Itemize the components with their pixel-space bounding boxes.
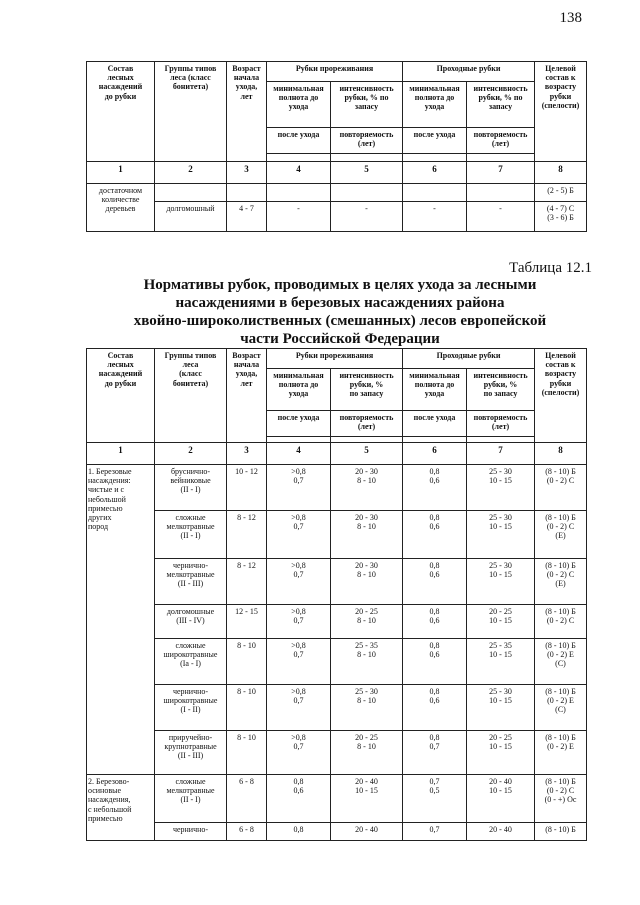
page-number: 138	[559, 10, 582, 26]
header-after-care: после ухода	[403, 128, 467, 154]
table-cell	[403, 184, 467, 202]
table-cell: 20 - 40	[331, 823, 403, 841]
table-cell: чернично-	[155, 823, 227, 841]
header-repeat: повторяемость (лет)	[331, 411, 403, 437]
table-cell: (8 - 10) Б (0 - 2) С	[535, 605, 587, 639]
table-cell: 20 - 25 8 - 10	[331, 731, 403, 775]
table-row	[87, 685, 587, 731]
table-cell: 0,8 0,6	[403, 685, 467, 731]
table-cell: -	[331, 202, 403, 232]
header-repeat: повторяемость (лет)	[467, 411, 535, 437]
table-cell: >0,8 0,7	[267, 731, 331, 775]
table-cell: 8 - 12	[227, 559, 267, 605]
table-cell: чернично- мелкотравные (II - III)	[155, 559, 227, 605]
table-cell: 0,8 0,7	[403, 731, 467, 775]
header-min-density: минимальная полнота до ухода	[267, 82, 331, 128]
column-number: 8	[535, 443, 587, 465]
table-title-line: хвойно-широколиственных (смешанных) лесов европейской	[133, 313, 547, 329]
header-passage: Проходные рубки	[403, 62, 535, 82]
column-number: 7	[467, 443, 535, 465]
table-cell: 25 - 35 8 - 10	[331, 639, 403, 685]
header-repeat: повторяемость (лет)	[331, 128, 403, 154]
table-continued	[86, 61, 587, 232]
header-composition: Состав лесных насаждений до рубки	[87, 62, 155, 162]
table-cell: 20 - 40 10 - 15	[331, 775, 403, 823]
header-intensity: интенсивность рубки, % по запасу	[331, 369, 403, 411]
column-number: 8	[535, 162, 587, 184]
header-intensity: интенсивность рубки, % по запасу	[331, 82, 403, 128]
column-number: 1	[87, 162, 155, 184]
table-cell: 0,8 0,6	[403, 605, 467, 639]
table-cell: 25 - 30 10 - 15	[467, 559, 535, 605]
header-target: Целевой состав к возрасту рубки (спелости)	[535, 349, 587, 443]
table-cell: (8 - 10) Б (0 - 2) С	[535, 465, 587, 511]
table-cell: (4 - 7) С (3 - 6) Б	[535, 202, 587, 232]
table-row	[87, 559, 587, 605]
table-row	[87, 605, 587, 639]
table-row	[87, 823, 587, 841]
table-title-line: насаждениями в березовых насаждениях района	[175, 295, 505, 311]
table-12-1	[86, 348, 587, 841]
table-cell: чернично- широкотравные (I - II)	[155, 685, 227, 731]
table-cell: 25 - 30 10 - 15	[467, 465, 535, 511]
header-min-density: минимальная полнота до ухода	[267, 369, 331, 411]
table-cell: 25 - 30 10 - 15	[467, 685, 535, 731]
table-cell: (8 - 10) Б	[535, 823, 587, 841]
table-title-line: Нормативы рубок, проводимых в целях ухода за лесными	[143, 277, 537, 293]
table-cell: 0,8 0,6	[403, 511, 467, 559]
table-cell: >0,8 0,7	[267, 465, 331, 511]
table-cell: (8 - 10) Б (0 - 2) Е	[535, 731, 587, 775]
header-start-age: Возраст начала ухода, лет	[227, 62, 267, 162]
table-cell: сложные широкотравные (Iа - I)	[155, 639, 227, 685]
column-number: 7	[467, 162, 535, 184]
table-cell: -	[403, 202, 467, 232]
table-cell: долгомошный	[155, 202, 227, 232]
table-cell: достаточном количестве деревьев	[87, 184, 155, 232]
table-row	[87, 511, 587, 559]
column-number: 3	[227, 443, 267, 465]
table-cell: сложные мелкотравные (II - I)	[155, 511, 227, 559]
table-row	[87, 202, 587, 232]
column-number: 4	[267, 162, 331, 184]
header-thinning: Рубки прореживания	[267, 62, 403, 82]
table-cell: 0,8 0,6	[403, 639, 467, 685]
table-cell: сложные мелкотравные (II - I)	[155, 775, 227, 823]
column-number: 3	[227, 162, 267, 184]
table-cell: бруснично- вейниковые (II - I)	[155, 465, 227, 511]
table-label: Таблица 12.1	[509, 260, 592, 276]
table-cell: -	[267, 202, 331, 232]
table-cell: 0,7	[403, 823, 467, 841]
group-label: 1. Березовые насаждения: чистые и с небольшой примесью других пород	[87, 465, 155, 775]
table-cell: 6 - 8	[227, 775, 267, 823]
table-cell: 0,8	[267, 823, 331, 841]
header-after-care: после ухода	[267, 411, 331, 437]
column-number: 2	[155, 443, 227, 465]
table-cell: 20 - 30 8 - 10	[331, 511, 403, 559]
header-thinning: Рубки прореживания	[267, 349, 403, 369]
table-cell: >0,8 0,7	[267, 511, 331, 559]
table-cell: (8 - 10) Б (0 - 2) С (Е)	[535, 511, 587, 559]
table-cell: (8 - 10) Б (0 - 2) С (0 - +) Ос	[535, 775, 587, 823]
table-row	[87, 731, 587, 775]
table-cell: 20 - 30 8 - 10	[331, 559, 403, 605]
table-row	[87, 465, 587, 511]
header-intensity: интенсивность рубки, % по запасу	[467, 82, 535, 128]
table-row	[87, 639, 587, 685]
table-cell: (8 - 10) Б (0 - 2) С (Е)	[535, 559, 587, 605]
table-cell	[155, 184, 227, 202]
table-cell: 4 - 7	[227, 202, 267, 232]
table-cell: 20 - 40	[467, 823, 535, 841]
table-cell: 25 - 30 10 - 15	[467, 511, 535, 559]
table-cell: -	[467, 202, 535, 232]
table-cell: 10 - 12	[227, 465, 267, 511]
table-cell	[467, 184, 535, 202]
table-cell: 12 - 15	[227, 605, 267, 639]
header-composition: Состав лесных насаждений до рубки	[87, 349, 155, 443]
table-cell: долгомошные (III - IV)	[155, 605, 227, 639]
table-cell	[267, 184, 331, 202]
table-cell: >0,8 0,7	[267, 605, 331, 639]
table-cell: 0,7 0,5	[403, 775, 467, 823]
table-cell: приручейно- крупнотравные (II - III)	[155, 731, 227, 775]
table-cell	[331, 184, 403, 202]
table-cell: 8 - 12	[227, 511, 267, 559]
table-cell: 20 - 25 8 - 10	[331, 605, 403, 639]
header-passage: Проходные рубки	[403, 349, 535, 369]
group-label: 2. Березово- осиновые насаждения, с небольшой примесью	[87, 775, 155, 841]
table-cell: (8 - 10) Б (0 - 2) Е (С)	[535, 639, 587, 685]
column-number: 4	[267, 443, 331, 465]
table-cell: >0,8 0,7	[267, 639, 331, 685]
table-cell: 6 - 8	[227, 823, 267, 841]
table-cell: 20 - 25 10 - 15	[467, 731, 535, 775]
header-min-density: минимальная полнота до ухода	[403, 82, 467, 128]
header-target: Целевой состав к возрасту рубки (спелости)	[535, 62, 587, 162]
table-cell: 0,8 0,6	[267, 775, 331, 823]
column-number: 6	[403, 443, 467, 465]
column-number: 5	[331, 443, 403, 465]
table-title	[80, 276, 600, 348]
header-forest-groups: Группы типов леса (класс бонитета)	[155, 349, 227, 443]
table-cell: 8 - 10	[227, 731, 267, 775]
table-cell: (2 - 5) Б	[535, 184, 587, 202]
table-row	[87, 775, 587, 823]
column-number: 6	[403, 162, 467, 184]
header-after-care: после ухода	[267, 128, 331, 154]
table-cell: 8 - 10	[227, 685, 267, 731]
table-cell: 0,8 0,6	[403, 465, 467, 511]
table-cell: 0,8 0,6	[403, 559, 467, 605]
table-title-line: части Российской Федерации	[240, 331, 440, 347]
table-row	[87, 184, 587, 202]
header-start-age: Возраст начала ухода, лет	[227, 349, 267, 443]
column-number: 1	[87, 443, 155, 465]
header-after-care: после ухода	[403, 411, 467, 437]
table-cell: 20 - 40 10 - 15	[467, 775, 535, 823]
header-intensity: интенсивность рубки, % по запасу	[467, 369, 535, 411]
table-cell: 20 - 30 8 - 10	[331, 465, 403, 511]
table-cell: 20 - 25 10 - 15	[467, 605, 535, 639]
header-forest-groups: Группы типов леса (класс бонитета)	[155, 62, 227, 162]
column-number: 5	[331, 162, 403, 184]
table-cell: 25 - 35 10 - 15	[467, 639, 535, 685]
header-min-density: минимальная полнота до ухода	[403, 369, 467, 411]
table-cell: 25 - 30 8 - 10	[331, 685, 403, 731]
column-number: 2	[155, 162, 227, 184]
table-cell: >0,8 0,7	[267, 685, 331, 731]
table-cell: >0,8 0,7	[267, 559, 331, 605]
table-cell	[227, 184, 267, 202]
table-cell: (8 - 10) Б (0 - 2) Е (С)	[535, 685, 587, 731]
header-repeat: повторяемость (лет)	[467, 128, 535, 154]
table-cell: 8 - 10	[227, 639, 267, 685]
